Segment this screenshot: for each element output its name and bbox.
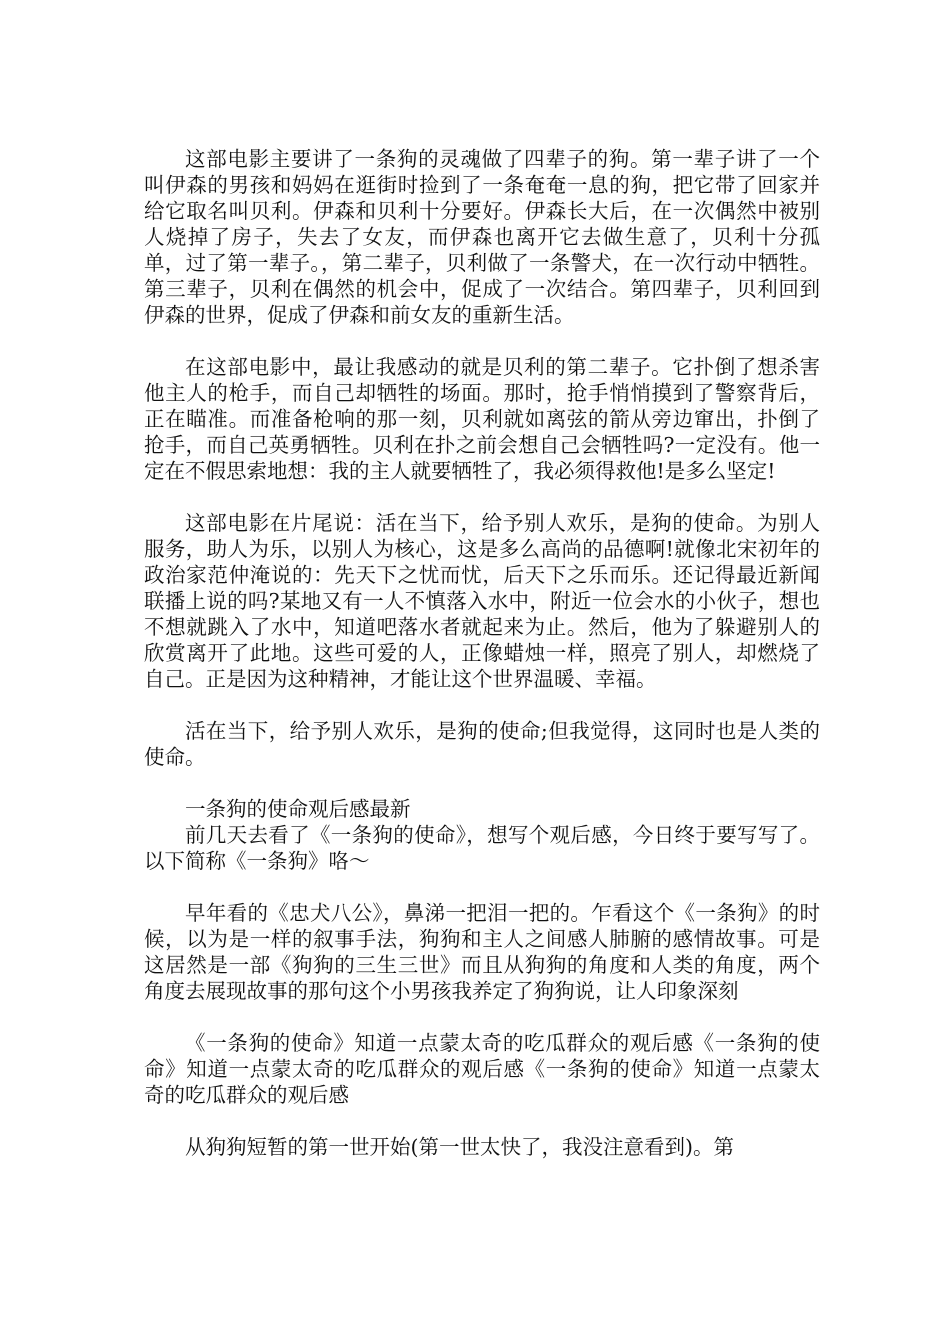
paragraph-spacer (144, 692, 820, 718)
document-body (144, 146, 820, 1160)
section-title: 一条狗的使命观后感最新 (185, 797, 411, 821)
paragraph-spacer (144, 484, 820, 510)
paragraph-spacer (144, 328, 820, 354)
paragraph-5: 早年看的《忠犬八公》，鼻涕一把泪一把的。乍看这个《一条狗》的时候，以为是一样的叙事手法，狗狗和主人之间感人肺腑的感情故事。可是这居然是一部《狗狗的三生三世》而且从狗狗的角度和人类的角度，两个角度去展现故事的那句这个小男孩我养定了狗狗说，让人印象深刻 (144, 901, 820, 1003)
paragraph-6: 《一条狗的使命》知道一点蒙太奇的吃瓜群众的观后感《一条狗的使命》知道一点蒙太奇的吃瓜群众的观后感《一条狗的使命》知道一点蒙太奇的吃瓜群众的观后感 (144, 1031, 820, 1107)
section-intro: 前几天去看了《一条狗的使命》，想写个观后感，今日终于要写写了。以下简称《一条狗》咯～ (144, 823, 820, 873)
paragraph-spacer (144, 1108, 820, 1134)
paragraph-1: 这部电影主要讲了一条狗的灵魂做了四辈子的狗。第一辈子讲了一个叫伊森的男孩和妈妈在逛街时捡到了一条奄奄一息的狗，把它带了回家并给它取名叫贝利。伊森和贝利十分要好。伊森长大后，在一次偶然中被别人烧掉了房子，失去了女友，而伊森也离开它去做生意了，贝利十分孤单，过了第一辈子。，第二辈子，贝利做了一条警犬，在一次行动中牺牲。第三辈子，贝利在偶然的机会中，促成了一次结合。第四辈子，贝利回到伊森的世界，促成了伊森和前女友的重新生活。 (144, 147, 820, 327)
paragraph-4: 活在当下，给予别人欢乐，是狗的使命;但我觉得，这同时也是人类的使命。 (144, 719, 820, 769)
paragraph-spacer (144, 874, 820, 900)
paragraph-spacer (144, 770, 820, 796)
paragraph-2: 在这部电影中，最让我感动的就是贝利的第二辈子。它扑倒了想杀害他主人的枪手，而自己却牺牲的场面。那时，抢手悄悄摸到了警察背后，正在瞄准。而准备枪响的那一刻，贝利就如离弦的箭从旁边窜出，扑倒了抢手，而自己英勇牺牲。贝利在扑之前会想自己会牺牲吗?一定没有。他一定在不假思索地想：我的主人就要牺牲了，我必须得救他!是多么坚定! (144, 355, 820, 483)
paragraph-spacer (144, 1004, 820, 1030)
paragraph-3: 这部电影在片尾说：活在当下，给予别人欢乐，是狗的使命。为别人服务，助人为乐，以别人为核心，这是多么高尚的品德啊!就像北宋初年的政治家范仲淹说的：先天下之忧而忧，后天下之乐而乐。还记得最近新闻联播上说的吗?某地又有一人不慎落入水中，附近一位会水的小伙子，想也不想就跳入了水中，知道吧落水者就起来为止。然后，他为了躲避别人的欣赏离开了此地。这些可爱的人，正像蜡烛一样，照亮了别人，却燃烧了自己。正是因为这种精神，才能让这个世界温暖、幸福。 (144, 511, 820, 691)
paragraph-7: 从狗狗短暂的第一世开始(第一世太快了，我没注意看到)。第 (185, 1135, 734, 1159)
